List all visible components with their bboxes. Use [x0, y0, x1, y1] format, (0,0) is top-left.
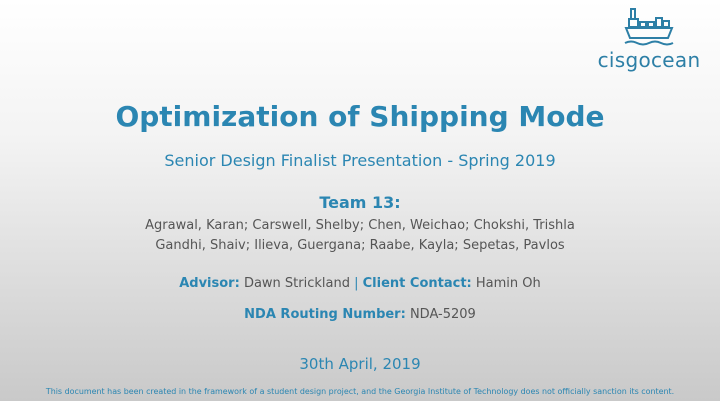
nda-label: NDA Routing Number: [244, 307, 406, 322]
team-members [0, 216, 720, 256]
nda-value: NDA-5209 [409, 307, 476, 322]
disclaimer: This document has been created in the framework of a student design project, and the Georgia Institute of Technology does not officially sanction its content. [45, 387, 675, 396]
advisor-separator: | [354, 276, 359, 291]
advisor-label: Advisor: [179, 276, 240, 291]
company-logo [590, 6, 708, 76]
team-heading: Team 13: [319, 193, 401, 212]
logo-text: cisgocean [597, 48, 701, 72]
team-members-line-2: Gandhi, Shaiv; Ilieva, Guergana; Raabe, Kayla; Sepetas, Pavlos [155, 238, 565, 253]
advisor-name: Dawn Strickland [243, 276, 350, 291]
team-members-line-1: Agrawal, Karan; Carswell, Shelby; Chen, Weichao; Chokshi, Trishla [145, 218, 575, 233]
presentation-title: Optimization of Shipping Mode [115, 100, 605, 133]
ship-icon [623, 6, 675, 48]
client-contact-label: Client Contact: [362, 276, 472, 291]
presentation-date: 30th April, 2019 [299, 355, 421, 373]
client-contact-name: Hamin Oh [475, 276, 541, 291]
nda-line [0, 307, 720, 322]
advisor-line [0, 276, 720, 291]
presentation-subtitle: Senior Design Finalist Presentation - Spring 2019 [164, 151, 556, 170]
